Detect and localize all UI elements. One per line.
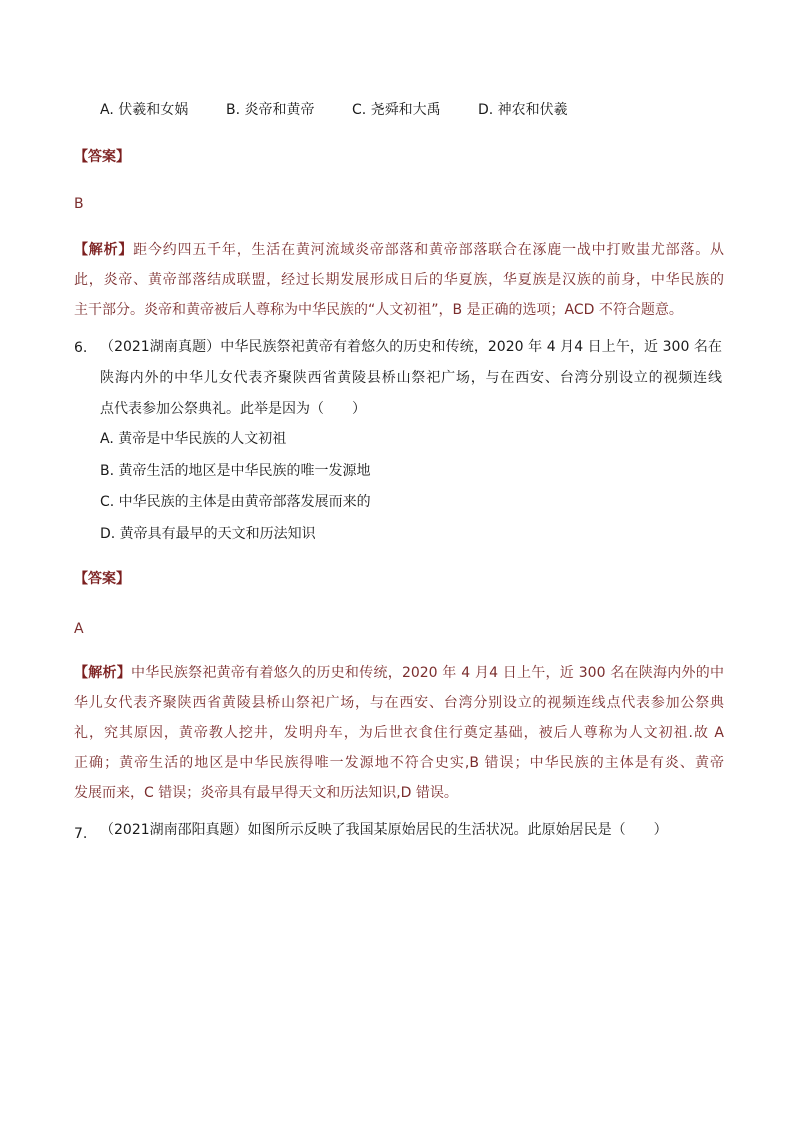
- q7-number: 7.: [74, 826, 88, 842]
- q6-stem: [100, 332, 722, 425]
- q6-analysis-line: 礼，究其原因，黄帝教人挖井，发明舟车，为后世衣食住行奠定基础，被后人尊称为人文初祖.故 A: [74, 725, 724, 741]
- q6-stem-line: 点代表参加公祭典礼。此举是因为（ ）: [100, 401, 366, 417]
- q5-option-b: B. 炎帝和黄帝: [226, 102, 315, 118]
- q5-option-a: A. 伏羲和女娲: [100, 102, 189, 118]
- q6-analysis-line: 中华民族祭祀黄帝有着悠久的历史和传统，2020 年 4 月4 日上午，近 300 名在陕海内外的中: [131, 665, 725, 681]
- q5-analysis-heading: 【解析】: [74, 242, 134, 258]
- q5-analysis-line: 此，炎帝、黄帝部落结成联盟，经过长期发展形成日后的华夏族，华夏族是汉族的前身，中华民族的: [74, 272, 724, 288]
- q6-answer-heading: 【答案】: [74, 571, 130, 587]
- q5-analysis-line: 距今约四五千年，生活在黄河流域炎帝部落和黄帝部落联合在涿鹿一战中打败蚩尤部落。从: [133, 242, 725, 258]
- q6-option-c: C. 中华民族的主体是由黄帝部落发展而来的: [100, 494, 371, 510]
- q6-analysis-line: 发展而来，C 错误；炎帝具有最早得天文和历法知识,D 错误。: [74, 785, 458, 801]
- q6-answer: A: [74, 621, 84, 637]
- q5-option-d: D. 神农和伏羲: [478, 102, 568, 118]
- q5-analysis-line: 主干部分。炎帝和黄帝被后人尊称为中华民族的“人文初祖”，B 是正确的选项；ACD 不符合题意。: [74, 302, 683, 318]
- q6-analysis-line: 华儿女代表齐聚陕西省黄陵县桥山祭祀广场，与在西安、台湾分别设立的视频连线点代表参加公祭典: [74, 695, 724, 711]
- q6-option-a: A. 黄帝是中华民族的人文初祖: [100, 431, 287, 447]
- q6-analysis: [74, 663, 724, 813]
- q6-analysis-line: 正确；黄帝生活的地区是中华民族得唯一发源地不符合史实,B 错误；中华民族的主体是有炎、黄帝: [74, 755, 724, 771]
- q5-answer-heading: 【答案】: [74, 149, 130, 165]
- q6-option-b: B. 黄帝生活的地区是中华民族的唯一发源地: [100, 463, 371, 479]
- q6-stem-line: （2021湖南真题）中华民族祭祀黄帝有着悠久的历史和传统，2020 年 4 月4 日上午，近 300 名在: [100, 339, 722, 355]
- q6-analysis-heading: 【解析】: [74, 665, 132, 681]
- q5-option-c: C. 尧舜和大禹: [352, 102, 441, 118]
- q6-stem-line: 陕海内外的中华儿女代表齐聚陕西省黄陵县桥山祭祀广场，与在西安、台湾分别设立的视频连线: [100, 370, 722, 386]
- q5-answer: B: [74, 196, 84, 212]
- q5-analysis: [74, 240, 724, 330]
- q6-option-d: D. 黄帝具有最早的天文和历法知识: [100, 526, 316, 542]
- q7-stem: （2021湖南邵阳真题）如图所示反映了我国某原始居民的生活状况。此原始居民是（ ）: [100, 822, 668, 838]
- q6-number: 6.: [74, 340, 88, 356]
